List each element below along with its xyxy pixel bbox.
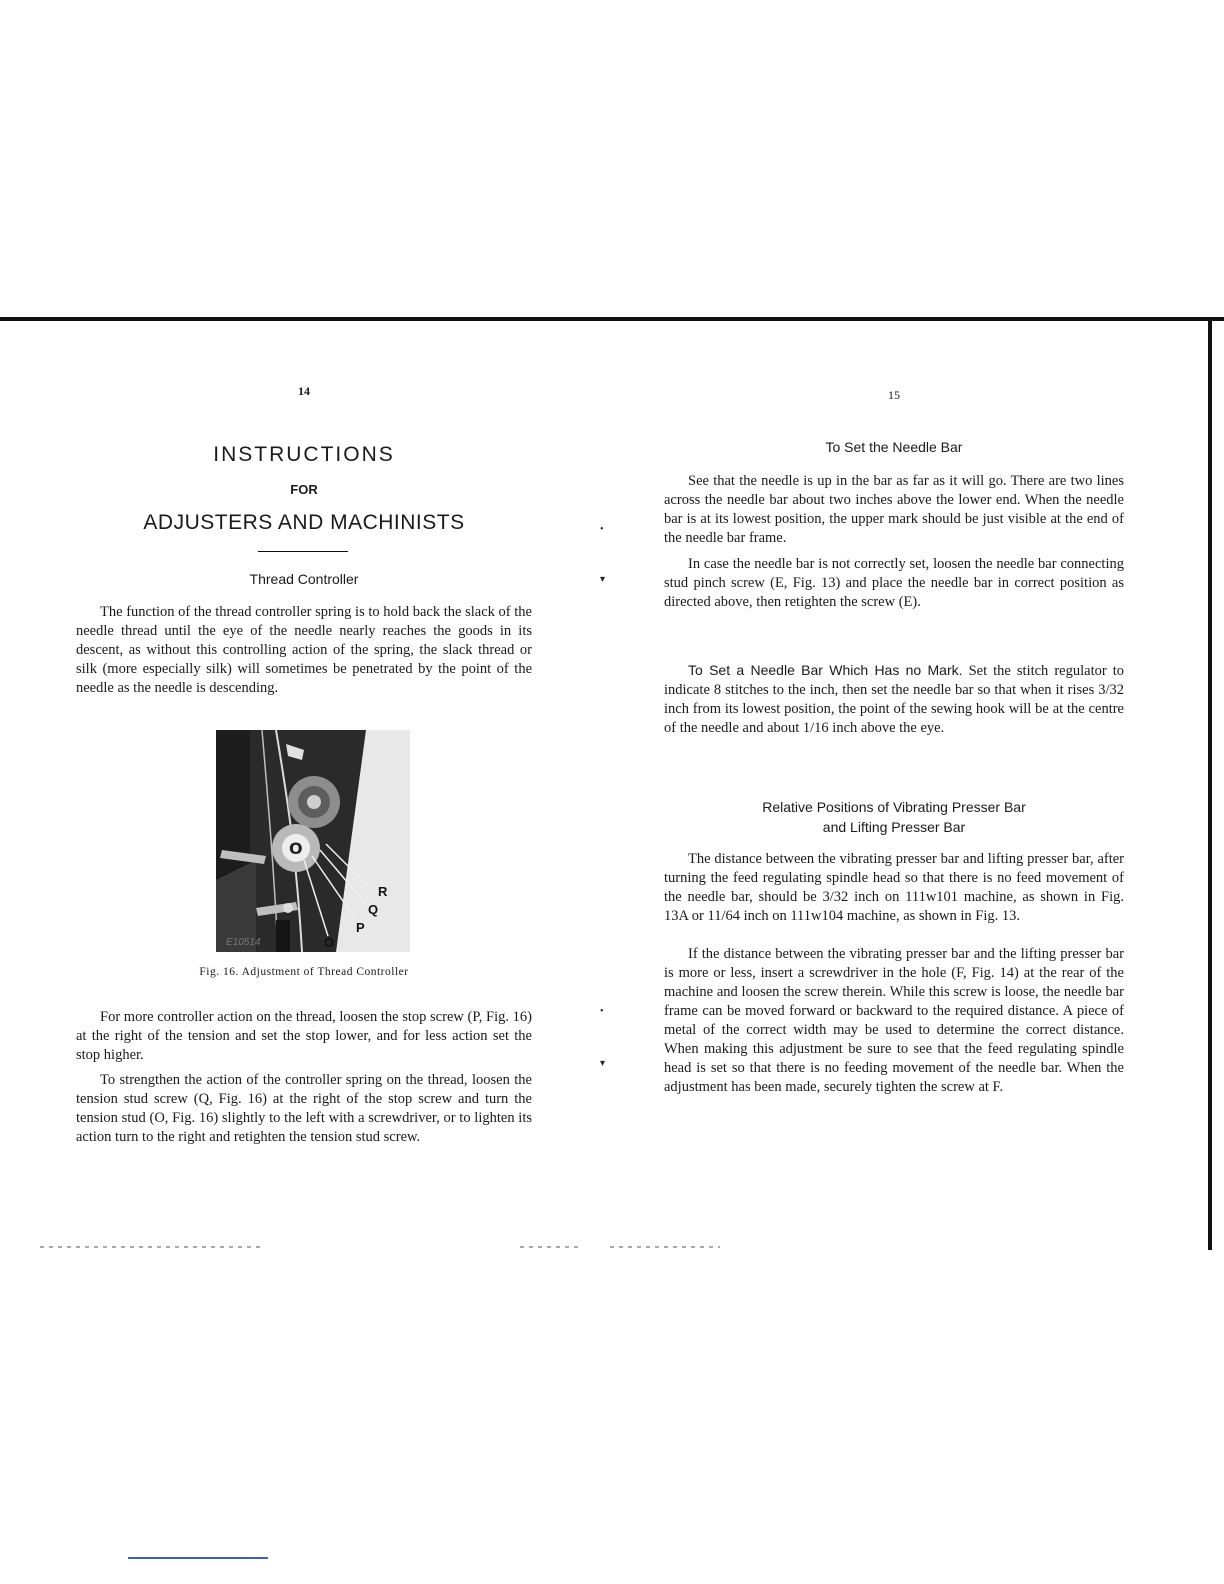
paragraph-needle-lines: See that the needle is up in the bar as far as it will go. There are two lines across the needle bar about two inches above the lower end. When the needle bar is at its lowest position, the upper mark should be just visible at the end of the needle bar frame. [664, 473, 1124, 546]
section-heading-set-needle-bar: To Set the Needle Bar [825, 439, 963, 455]
page-number-14: 14 [298, 384, 310, 398]
page-right-border [1208, 320, 1212, 1250]
margin-dot: • [600, 1006, 604, 1017]
section-heading-relative-line2: and Lifting Presser Bar [822, 819, 966, 835]
svg-text:O: O [289, 839, 303, 858]
paragraph-presser-bar-adjust: If the distance between the vibrating presser bar and the lifting presser bar is more or less, insert a screwdriver in the hole (F, Fig. 14) at the rear of the machine and loosen the screw therein. While this screw is loose, the needle bar frame can be moved forward or backward to the required distance. A piece of metal of the correct width may be used to determine the correct distance. When making this adjustment be sure to see that the feed regulating spindle head is set so that there is no feeding movement of the needle bar. When the adjustment has been made, securely tighten the screw at F. [664, 946, 1124, 1095]
run-in-heading-no-mark: To Set a Needle Bar Which Has no Mark. [688, 662, 963, 678]
document-title: INSTRUCTIONS [213, 443, 395, 466]
thread-controller-illustration [216, 730, 410, 952]
figure-label-p: P [356, 920, 365, 935]
paragraph-stop-screw: For more controller action on the thread, loosen the stop screw (P, Fig. 16) at the right of the tension and set the stop lower, and for less action set the stop higher. [76, 1009, 532, 1063]
section-heading-relative-positions [664, 797, 1124, 837]
figure-label-o: O [324, 935, 335, 950]
paragraph-presser-bar-distance: The distance between the vibrating presser bar and lifting presser bar, after turning the feed regulating spindle head so that there is no feed movement of the needle bar, should be 3/32 inch on 111w101 machine, as shown in Fig. 13A or 11/64 inch on 111w104 machine, as shown in Fig. 13. [664, 851, 1124, 924]
figure-label-r: R [378, 884, 388, 899]
title-for: FOR [290, 482, 318, 497]
margin-arrow: ▾ [600, 574, 606, 585]
page-number-15: 15 [888, 388, 900, 402]
margin-dot: • [600, 524, 604, 535]
page-top-border [0, 317, 1224, 321]
paragraph-tension-stud: To strengthen the action of the controller spring on the thread, loosen the tension stud screw (Q, Fig. 16) at the right of the stop screw and turn the tension stud (O, Fig. 16) slightly to the left with a screwdriver, or to lighten its action turn to the right and retighten the tension stud screw. [76, 1072, 532, 1145]
blue-underline-mark [128, 1557, 268, 1559]
paragraph-no-mark-text: Set the stitch regulator to indicate 8 stitches to the inch, then set the needle bar so that when it rises 3/32 inch from its lowest position, the point of the sewing hook will be at the centre of the needle and about 1/16 inch above the eye. [664, 663, 1124, 736]
scan-artifact [40, 1246, 260, 1248]
title-divider [258, 551, 348, 552]
section-heading-relative-line1: Relative Positions of Vibrating Presser Bar [762, 799, 1026, 815]
scan-artifact [610, 1246, 720, 1248]
figure-label-q: Q [368, 902, 379, 917]
section-heading-thread-controller: Thread Controller [249, 571, 359, 587]
paragraph-thread-controller-function: The function of the thread controller spring is to hold back the slack of the needle thread until the eye of the needle nearly reaches the goods in its descent, as without this controlling action of the spring, the slack thread or silk (more especially silk) will sometimes be penetrated by the point of the needle as the needle is descending. [76, 604, 532, 696]
paragraph-no-mark [664, 661, 1124, 738]
figure-16-photo [216, 730, 410, 952]
figure-code: E10514 [226, 937, 261, 948]
figure-16-caption: Fig. 16. Adjustment of Thread Controller [199, 966, 409, 978]
margin-arrow: ▾ [600, 1058, 606, 1069]
scan-artifact [520, 1246, 580, 1248]
document-subtitle: ADJUSTERS AND MACHINISTS [143, 511, 465, 534]
paragraph-needle-not-set: In case the needle bar is not correctly set, loosen the needle bar connecting stud pinch screw (E, Fig. 13) and place the needle bar in correct position as directed above, then retighten the screw (E). [664, 556, 1124, 610]
